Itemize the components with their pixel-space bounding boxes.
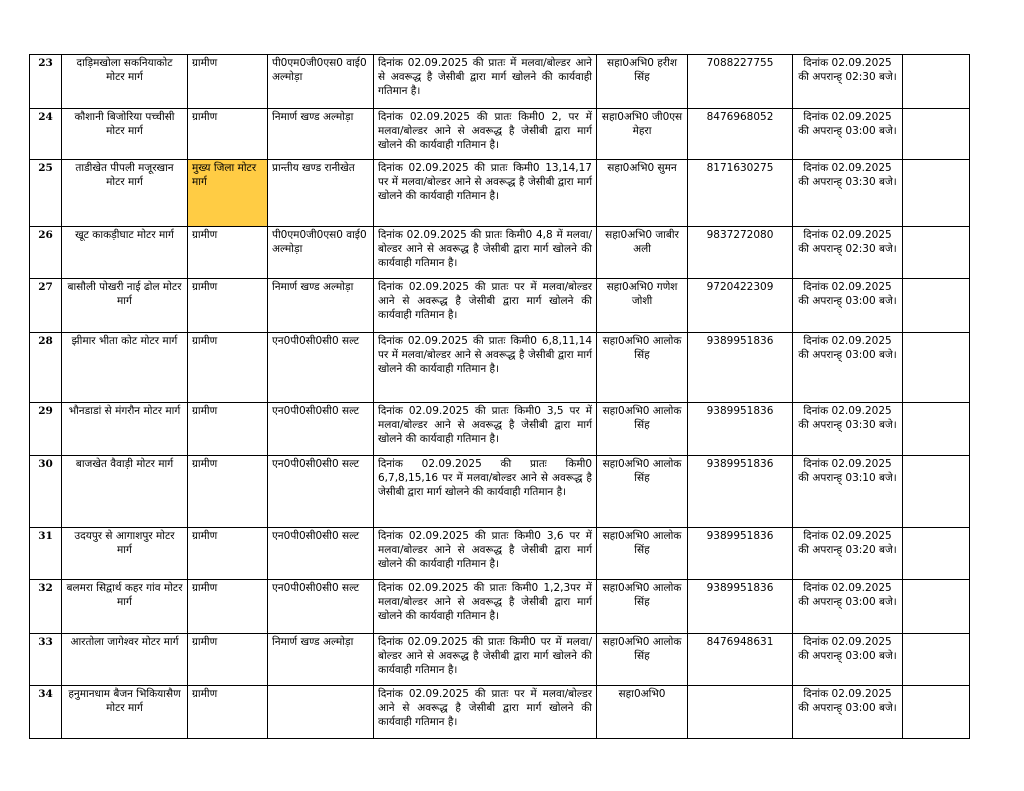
- road-type: मुख्य जिला मोटर मार्ग: [188, 160, 268, 227]
- status-description: दिनांक 02.09.2025 की प्रातः किमी0 4,8 में मलवा/बोल्डर आने से अवरूद्ध है जेसीबी द्वारा मार्ग खोलने की कार्यवाही गतिमान है।: [374, 227, 597, 279]
- phone-number: 9389951836: [688, 528, 793, 580]
- road-name: झीमार भीता कोट मोटर मार्ग: [62, 333, 188, 403]
- remarks-cell: [903, 686, 970, 739]
- status-description: दिनांक 02.09.2025 की प्रातः किमी0 13,14,17 पर में मलवा/बोल्डर आने से अवरूद्ध है जेसीबी द्वारा मार्ग खोलने की कार्यवाही गतिमान है।: [374, 160, 597, 227]
- road-type: ग्रामीण: [188, 55, 268, 109]
- table-row: [30, 279, 970, 333]
- status-description: दिनांक 02.09.2025 की प्रातः किमी0 2, पर में मलवा/बोल्डर आने से अवरूद्ध है जेसीबी द्वारा मार्ग खोलने की कार्यवाही गतिमान है।: [374, 109, 597, 160]
- officer-name: सहा0अभि0 गणेश जोशी: [597, 279, 688, 333]
- table-row: [30, 109, 970, 160]
- serial-number: 28: [30, 333, 62, 403]
- expected-time: दिनांक 02.09.2025 की अपरान्ह् 03:30 बजे।: [793, 160, 903, 227]
- remarks-cell: [903, 160, 970, 227]
- officer-name: सहा0अभि0 सुमन: [597, 160, 688, 227]
- table-row: [30, 160, 970, 227]
- status-description: दिनांक 02.09.2025 की प्रातः किमी0 6,8,11,14 पर में मलवा/बोल्डर आने से अवरूद्ध है जेसीबी द्वारा मार्ग खोलने की कार्यवाही गतिमान है।: [374, 333, 597, 403]
- officer-name: सहा0अभि0 जाबीर अली: [597, 227, 688, 279]
- road-status-table: [29, 54, 970, 739]
- expected-time: दिनांक 02.09.2025 की अपरान्ह् 02:30 बजे।: [793, 227, 903, 279]
- status-description: दिनांक 02.09.2025 की प्रातः पर में मलवा/बोल्डर आने से अवरूद्ध है जेसीबी द्वारा मार्ग खोलने की कार्यवाही गतिमान है।: [374, 686, 597, 739]
- officer-name: सहा0अभि0 हरीश सिंह: [597, 55, 688, 109]
- road-name: उदयपुर से आगाशपुर मोटर मार्ग: [62, 528, 188, 580]
- division-name: एन0पी0सी0सी0 सल्ट: [268, 403, 374, 456]
- phone-number: 9389951836: [688, 580, 793, 634]
- remarks-cell: [903, 456, 970, 528]
- road-type: ग्रामीण: [188, 333, 268, 403]
- serial-number: 24: [30, 109, 62, 160]
- road-type: ग्रामीण: [188, 279, 268, 333]
- table-row: [30, 403, 970, 456]
- remarks-cell: [903, 227, 970, 279]
- road-name: बाजखेत वैवाड़ी मोटर मार्ग: [62, 456, 188, 528]
- status-description: दिनांक 02.09.2025 की प्रातः किमी0 6,7,8,15,16 पर में मलवा/बोल्डर आने से अवरूद्ध है जेसीबी द्वारा मार्ग खोलने की कार्यवाही गतिमान है।: [374, 456, 597, 528]
- expected-time: दिनांक 02.09.2025 की अपरान्ह् 03:30 बजे।: [793, 403, 903, 456]
- officer-name: सहा0अभि0 आलोक सिंह: [597, 528, 688, 580]
- division-name: एन0पी0सी0सी0 सल्ट: [268, 333, 374, 403]
- road-name: बलमरा सिद्वार्थ कहर गांव मोटर मार्ग: [62, 580, 188, 634]
- phone-number: 8171630275: [688, 160, 793, 227]
- remarks-cell: [903, 580, 970, 634]
- officer-name: सहा0अभि0 आलोक सिंह: [597, 634, 688, 686]
- road-name: भौनडाडां से मंगरौन मोटर मार्ग: [62, 403, 188, 456]
- remarks-cell: [903, 528, 970, 580]
- division-name: निमार्ण खण्ड अल्मोड़ा: [268, 279, 374, 333]
- expected-time: दिनांक 02.09.2025 की अपरान्ह् 03:00 बजे।: [793, 279, 903, 333]
- road-name: बासौली पोखरी नाई ढोल मोटर मार्ग: [62, 279, 188, 333]
- table-row: [30, 580, 970, 634]
- phone-number: 9389951836: [688, 456, 793, 528]
- phone-number: 8476948631: [688, 634, 793, 686]
- officer-name: सहा0अभि0: [597, 686, 688, 739]
- serial-number: 29: [30, 403, 62, 456]
- status-description: दिनांक 02.09.2025 की प्रातः किमी0 1,2,3पर में मलवा/बोल्डर आने से अवरूद्ध है जेसीबी द्वारा मार्ग खोलने की कार्यवाही गतिमान है।: [374, 580, 597, 634]
- expected-time: दिनांक 02.09.2025 की अपरान्ह् 03:00 बजे।: [793, 333, 903, 403]
- division-name: एन0पी0सी0सी0 सल्ट: [268, 456, 374, 528]
- serial-number: 33: [30, 634, 62, 686]
- phone-number: 9389951836: [688, 333, 793, 403]
- status-description: दिनांक 02.09.2025 की प्रातः में मलवा/बोल्डर आने से अवरूद्ध है जेसीबी द्वारा मार्ग खोलने की कार्यवाही गतिमान है।: [374, 55, 597, 109]
- serial-number: 23: [30, 55, 62, 109]
- road-name: ताडीखेत पीपली मजूरखान मोटर मार्ग: [62, 160, 188, 227]
- division-name: पी0एम0जी0एस0 वाई0 अल्मोड़ा: [268, 227, 374, 279]
- serial-number: 27: [30, 279, 62, 333]
- status-description: दिनांक 02.09.2025 की प्रातः पर में मलवा/बोल्डर आने से अवरूद्ध है जेसीबी द्वारा मार्ग खोलने की कार्यवाही गतिमान है।: [374, 279, 597, 333]
- road-type: ग्रामीण: [188, 580, 268, 634]
- road-type: ग्रामीण: [188, 686, 268, 739]
- road-name: हनुमानधाम बैजन भिकियासैण मोटर मार्ग: [62, 686, 188, 739]
- division-name: निमार्ण खण्ड अल्मोड़ा: [268, 634, 374, 686]
- expected-time: दिनांक 02.09.2025 की अपरान्ह् 03:00 बजे।: [793, 686, 903, 739]
- road-type: ग्रामीण: [188, 634, 268, 686]
- status-description: दिनांक 02.09.2025 की प्रातः किमी0 3,6 पर में मलवा/बोल्डर आने से अवरूद्ध है जेसीबी द्वारा मार्ग खोलने की कार्यवाही गतिमान है।: [374, 528, 597, 580]
- expected-time: दिनांक 02.09.2025 की अपरान्ह् 02:30 बजे।: [793, 55, 903, 109]
- officer-name: सहा0अभि0 आलोक सिंह: [597, 403, 688, 456]
- phone-number: 8476968052: [688, 109, 793, 160]
- phone-number: 9720422309: [688, 279, 793, 333]
- road-name: आरतोला जागेश्वर मोटर मार्ग: [62, 634, 188, 686]
- road-type: ग्रामीण: [188, 456, 268, 528]
- expected-time: दिनांक 02.09.2025 की अपरान्ह् 03:10 बजे।: [793, 456, 903, 528]
- table-row: [30, 333, 970, 403]
- phone-number: 9389951836: [688, 403, 793, 456]
- officer-name: सहा0अभि0 आलोक सिंह: [597, 456, 688, 528]
- road-type: ग्रामीण: [188, 109, 268, 160]
- division-name: प्रान्तीय खण्ड रानीखेत: [268, 160, 374, 227]
- expected-time: दिनांक 02.09.2025 की अपरान्ह् 03:20 बजे।: [793, 528, 903, 580]
- table-row: [30, 55, 970, 109]
- table-row: [30, 456, 970, 528]
- table-row: [30, 528, 970, 580]
- serial-number: 25: [30, 160, 62, 227]
- status-description: दिनांक 02.09.2025 की प्रातः किमी0 3,5 पर में मलवा/बोल्डर आने से अवरूद्ध है जेसीबी द्वारा मार्ग खोलने की कार्यवाही गतिमान है।: [374, 403, 597, 456]
- officer-name: सहा0अभि0 आलोक सिंह: [597, 580, 688, 634]
- serial-number: 30: [30, 456, 62, 528]
- serial-number: 26: [30, 227, 62, 279]
- expected-time: दिनांक 02.09.2025 की अपरान्ह् 03:00 बजे।: [793, 580, 903, 634]
- road-type: ग्रामीण: [188, 227, 268, 279]
- division-name: एन0पी0सी0सी0 सल्ट: [268, 528, 374, 580]
- division-name: एन0पी0सी0सी0 सल्ट: [268, 580, 374, 634]
- expected-time: दिनांक 02.09.2025 की अपरान्ह् 03:00 बजे।: [793, 109, 903, 160]
- status-description: दिनांक 02.09.2025 की प्रातः किमी0 पर में मलवा/बोल्डर आने से अवरूद्ध है जेसीबी द्वारा मार्ग खोलने की कार्यवाही गतिमान है।: [374, 634, 597, 686]
- road-name: खूट काकड़ीघाट मोटर मार्ग: [62, 227, 188, 279]
- road-type: ग्रामीण: [188, 528, 268, 580]
- remarks-cell: [903, 279, 970, 333]
- phone-number: 7088227755: [688, 55, 793, 109]
- remarks-cell: [903, 634, 970, 686]
- phone-number: 9837272080: [688, 227, 793, 279]
- road-type: ग्रामीण: [188, 403, 268, 456]
- division-name: पी0एम0जी0एस0 वाई0 अल्मोड़ा: [268, 55, 374, 109]
- phone-number: [688, 686, 793, 739]
- division-name: [268, 686, 374, 739]
- division-name: निमार्ण खण्ड अल्मोड़ा: [268, 109, 374, 160]
- remarks-cell: [903, 403, 970, 456]
- serial-number: 32: [30, 580, 62, 634]
- remarks-cell: [903, 55, 970, 109]
- road-name: कौशानी बिजोरिया पच्चीसी मोटर मार्ग: [62, 109, 188, 160]
- serial-number: 34: [30, 686, 62, 739]
- officer-name: सहा0अभि0 आलोक सिंह: [597, 333, 688, 403]
- table-row: [30, 227, 970, 279]
- table-body: [30, 55, 970, 739]
- officer-name: सहा0अभि0 जी0एस मेहरा: [597, 109, 688, 160]
- remarks-cell: [903, 333, 970, 403]
- table-row: [30, 686, 970, 739]
- expected-time: दिनांक 02.09.2025 की अपरान्ह् 03:00 बजे।: [793, 634, 903, 686]
- serial-number: 31: [30, 528, 62, 580]
- road-name: दाड़िमखोला सकनियाकोट मोटर मार्ग: [62, 55, 188, 109]
- table-row: [30, 634, 970, 686]
- remarks-cell: [903, 109, 970, 160]
